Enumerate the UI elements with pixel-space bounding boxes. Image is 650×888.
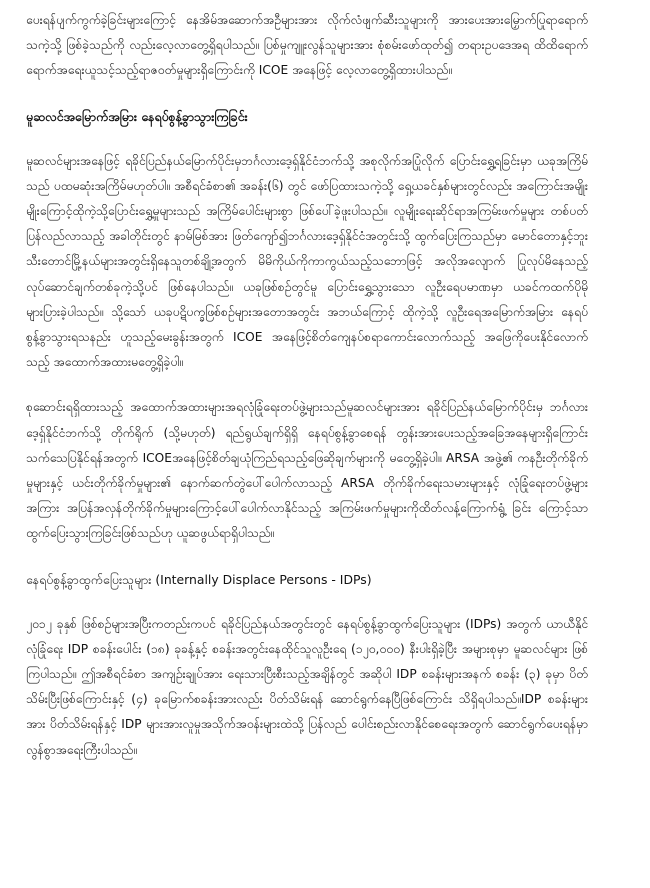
paragraph-2: မူဆလင်များအနေဖြင့် ရခိုင်ပြည်နယ်မြောက်ပိုင်းမှဘင်္ဂလားဒေ့ရှ်နိုင်ငံဘက်သို့ အစုလိုက်အပြုံလိုက် ပြောင်းရွှေ့ရခြင်းမှာ ယခုအကြိမ်သည် ပထမဆုံးအကြိမ်မဟုတ်ပါ။ အစီရင်ခံစာ၏ အခန်း(၆) တွင် ဖော်ပြထားသကဲ့သို့ ရှေ့ယခင်နှစ်များတွင်လည်း အကြောင်းအမျိုးမျိုးကြောင့်ထိုကဲ့သို့ပြောင်းရွှေ့မှုများသည် အကြိမ်ပေါင်းများစွာ ဖြစ်ပေါ်ခဲ့ဖူးပါသည်။ လူမျိုးရေးဆိုင်ရာအကြမ်းဖက်မှုများ တစ်ပတ်ပြန်လည်လာသည့် အခါတိုင်းတွင် နာမ်မြစ်အား ဖြတ်ကျော်၍ဘင်္ဂလားဒေ့ရှ်နိုင်ငံအတွင်းသို့ ထွက်ပြေးကြသည်မှာ မောင်တောနှင့်ဘူးသီးတောင်မြို့နယ်များအတွင်းရှိနေသူတစ်ချို့အတွက် မိမိကိုယ်ကိုကာကွယ်သည့်သဘောဖြင့် အလိုအလျောက် ပြုလုပ်မိနေသည့် လုပ်ဆောင်ချက်တစ်ခုကဲ့သို့ပင် ဖြစ်နေပါသည်။ ယခုဖြစ်စဉ်တွင်မူ ပြောင်းရွှေ့သွားသော လူဦးရေပမာဏမှာ ယခင်ကထက်ပိုမိုများပြားခဲ့ပါသည်။ သို့သော် ယခုပဋိပက္ခဖြစ်စဉ်များအတောအတွင်း အဘယ်ကြောင့် ထိုကဲ့သို့ လူဦးရေအမြောက်အမြား နေရပ်စွန့်ခွာသွားရသနည်း ဟူသည့်မေးခွန်းအတွက် ICOE အနေဖြင့်စိတ်ကျေနပ်စရာကောင်းလောက်သည့် အဖြေကိုပေးနိုင်လောက်သည့် အထောက်အထားမတွေ့ရှိခဲ့ပါ။ (26, 153, 588, 370)
paragraph-4: ၂၀၁၂ ခုနှစ် ဖြစ်စဉ်များအပြီးကတည်းကပင် ရခိုင်ပြည်နယ်အတွင်းတွင် နေရပ်စွန့်ခွာထွက်ပြေးသူများ (IDPs) အတွက် ယာယီနိုင်လုံခြုံရေး IDP စခန်းပေါင်း (၁၈) ခုခန့်နှင့် စခန်းအတွင်းနေထိုင်သူလူဦးရေ (၁၂၀,၀၀၀) နီးပါးရှိခဲ့ပြီး အများစုမှာ မူဆလင်များ ဖြစ်ကြပါသည်။ ဤအစီရင်ခံစာ အကျဉ်းချုပ်အား ရေးသားပြီးစီးသည့်အချိန်တွင် အဆိုပါ IDP စခန်းများအနက် စခန်း (၃) ခုမှာ ပိတ်သိမ်းပြီးဖြစ်ကြောင်းနှင့် (၄) ခုမြောက်စခန်းအားလည်း ပိတ်သိမ်းရန် ဆောင်ရွက်နေပြီဖြစ်ကြောင်း သိရှိရပါသည်။IDP စခန်းများအား ပိတ်သိမ်းရန်နှင့် IDP များအားလူမှုအသိုက်အဝန်းများထဲသို့ ပြန်လည် ပေါင်းစည်းလာနိုင်စေရေးအတွက် ဆောင်ရွက်ပေးရန်မှာ လွန်စွာအရေးကြီးပါသည်။ (26, 616, 588, 757)
paragraph-1: ပေးရန်ပျက်ကွက်ခဲ့ခြင်းများကြောင့် နေအိမ်အဆောက်အဦများအား လိုက်လံဖျက်ဆီးသူများကို အားပေးအားမြှောက်ပြုရာရောက်သကဲ့သို့ ဖြစ်ခဲ့သည်ကို လည်းလေ့လာတွေ့ရှိရပါသည်။ ပြစ်မှုကျူးလွန်သူများအား စုံစမ်းဖော်ထုတ်၍ တရားဥပဒေအရ ထိထိရောက် ရောက်အရေးယူသင့်သည့်ရာဇဝတ်မှုများရှိကြောင်းကို ICOE အနေဖြင့် လေ့လာတွေ့ရှိထားပါသည်။ (26, 13, 588, 78)
section-heading-muslim-displacement: မူဆလင်အမြောက်အမြား နေရပ်စွန့်ခွာသွားကြခြင်း (26, 108, 248, 124)
section-heading-idps: နေရပ်စွန့်ခွာထွက်ပြေးသူများ (Internally Displace Persons - IDPs) (26, 571, 372, 587)
paragraph-3: စုဆောင်းရရှိထားသည့် အထောက်အထားများအရလုံခြုံရေးတပ်ဖွဲ့များသည်မူဆလင်များအား ရခိုင်ပြည်နယ်မြောက်ပိုင်းမှ ဘင်္ဂလားဒေ့ရှ်နိုင်ငံဘက်သို့ တိုက်ရိုက် (သို့မဟုတ်) ရည်ရွယ်ချက်ရှိရှိ နေရပ်စွန့်ခွာစေရန် တွန်းအားပေးသည့်အခြေအနေများရှိကြောင်း သက်သေပြနိုင်ရန်အတွက် ICOEအနေဖြင့်စိတ်ချယုံကြည်ရသည့်ဖြေဆိုချက်များကို မတွေ့ရှိခဲ့ပါ။ ARSA အဖွဲ့၏ ကနဦးတိုက်ခိုက်မှုများနှင့် ယင်းတိုက်ခိုက်မှုများ၏ နောက်ဆက်တွဲပေါ်ပေါက်လာသည့် ARSA တိုက်ခိုက်ရေးသမားများနှင့် လုံခြုံရေးတပ်ဖွဲ့များအကြား အပြန်အလှန်တိုက်ခိုက်မှုများကြောင့်ပေါ်ပေါက်လာနိုင်သည့် အကြမ်းဖက်မှုများကိုထိတ်လန့်ကြောက်ရွံ့ ခြင်း ကြောင့်သာထွက်ပြေးသွားကြခြင်းဖြစ်သည်ဟု ယူဆဖွယ်ရာရှိပါသည်။ (26, 400, 588, 541)
